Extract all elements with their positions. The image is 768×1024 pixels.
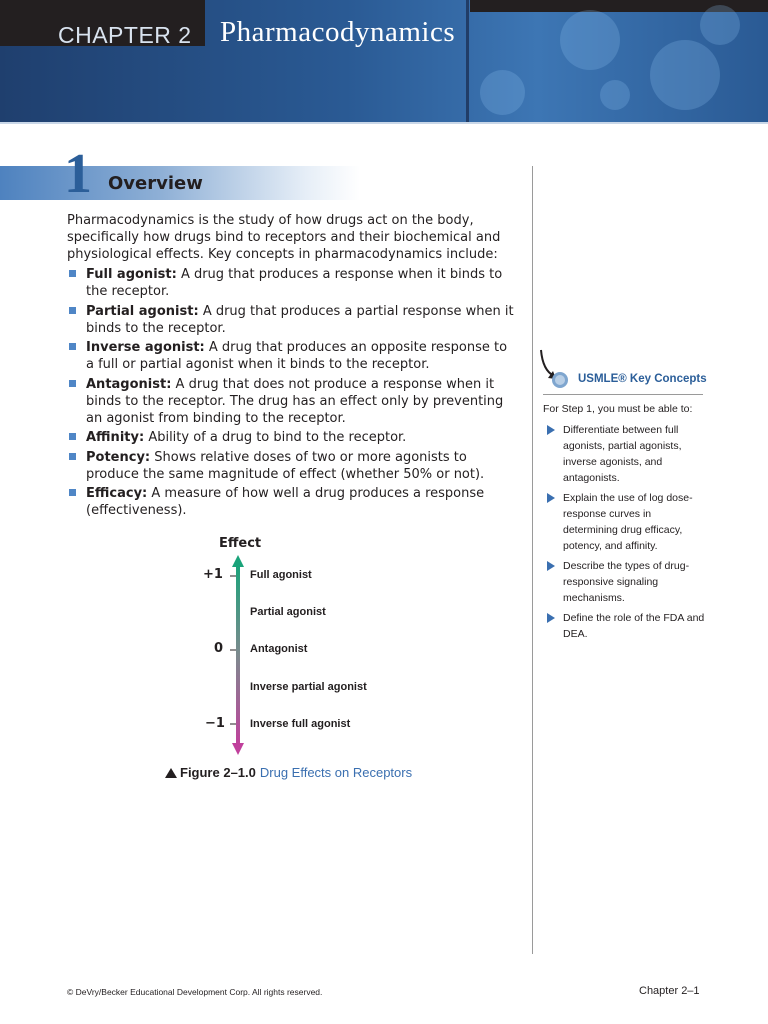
chapter-banner [0,0,768,122]
tick-label-minus-one: −1 [205,716,225,731]
footer-page-number: Chapter 2–1 [639,985,700,997]
list-item [547,490,707,554]
definition-term: Potency: [86,449,151,465]
triangle-right-icon [547,425,555,435]
definition-text: A measure of how well a drug produces a response (effectiveness). [86,486,485,518]
key-concept-text: Define the role of the FDA and DEA. [563,612,705,640]
chapter-label: CHAPTER 2 [58,22,192,48]
definition-term: Affinity: [86,430,145,445]
banner-bokeh [700,5,740,45]
banner-bokeh [480,70,525,115]
tick-label-plus-one: +1 [203,567,223,582]
definition-text: A drug that produces an opposite response to a full or partial agonist when it binds to the receptor. [86,340,508,372]
key-concept-text: Describe the types of drug-responsive signaling mechanisms. [563,560,690,604]
arrow-up-icon [232,555,244,567]
list-item [67,266,519,300]
bullet-square-icon [69,270,76,277]
bullet-square-icon [69,307,76,314]
list-item [547,558,707,606]
figure-caption [165,765,412,780]
tick-label-zero: 0 [214,641,224,656]
chapter-title: Pharmacodynamics [220,16,456,48]
sidebar-divider [532,166,533,954]
definition-term: Partial agonist: [86,303,199,319]
figure-title: Drug Effects on Receptors [259,765,413,780]
bullet-square-icon [69,380,76,387]
section-number: 1 [64,143,92,205]
list-item [67,303,519,337]
scale-label-partial-agonist: Partial agonist [250,606,326,618]
definition-text: Shows relative doses of two or more agonists to produce the same magnitude of effect (whether 50% or not). [86,449,485,482]
definition-text: A drug that produces a response when it binds to the receptor. [86,267,503,299]
footer-copyright: © DeVry/Becker Educational Development Corp. All rights reserved. [67,987,323,997]
section-title: Overview [108,173,203,194]
scale-label-full-agonist: Full agonist [250,569,312,581]
bullet-square-icon [69,489,76,496]
list-item [67,485,519,519]
sidebar-title-rule [543,394,703,395]
intro-paragraph: Pharmacodynamics is the study of how drugs act on the body, specifically how drugs bind to receptors and their biochemical and physiological effects. Key concepts in pharmacodynamics include: [67,213,501,262]
list-item [67,429,519,446]
definition-text: Ability of a drug to bind to the receptor. [148,430,407,445]
list-item [547,610,707,642]
definition-term: Inverse agonist: [86,340,205,355]
sidebar-intro: For Step 1, you must be able to: [543,403,693,415]
header-rule [0,122,768,124]
scale-label-inverse-full-agonist: Inverse full agonist [250,718,351,730]
bullet-square-icon [69,343,76,350]
figure-axis-label: Effect [219,536,262,551]
definition-text: A drug that does not produce a response when it binds to the receptor. The drug has an effect only by preventing an agonist from binding to the receptor. [86,376,504,426]
bullet-square-icon [69,433,76,440]
definition-text: A drug that produces a partial response when it binds to the receptor. [86,303,514,336]
sidebar-title: USMLE® Key Concepts [578,373,707,385]
arrow-down-icon [232,743,244,755]
triangle-right-icon [547,493,555,503]
definition-term: Antagonist: [86,376,172,392]
list-item [547,422,707,486]
triangle-right-icon [547,561,555,571]
scale-label-inverse-partial-agonist: Inverse partial agonist [250,681,367,693]
curved-arrow-icon [538,348,572,390]
definitions-list [67,266,519,522]
scale-label-antagonist: Antagonist [250,643,308,655]
triangle-up-icon [165,768,177,778]
key-concept-text: Differentiate between full agonists, partial agonists, inverse agonists, and antagonists. [563,424,682,484]
figure-number: Figure 2–1.0 [180,765,256,780]
definition-term: Full agonist: [86,267,177,282]
banner-bokeh [650,40,720,110]
list-item [67,339,519,373]
banner-bokeh [600,80,630,110]
banner-bokeh [560,10,620,70]
bullet-square-icon [69,453,76,460]
list-item [67,449,519,483]
banner-divider [466,0,469,122]
key-concept-text: Explain the use of log dose-response curves in determining drug efficacy, potency, and affinity. [563,492,693,552]
definition-term: Efficacy: [86,486,148,501]
key-concepts-list [547,422,707,646]
list-item [67,376,519,427]
triangle-right-icon [547,613,555,623]
